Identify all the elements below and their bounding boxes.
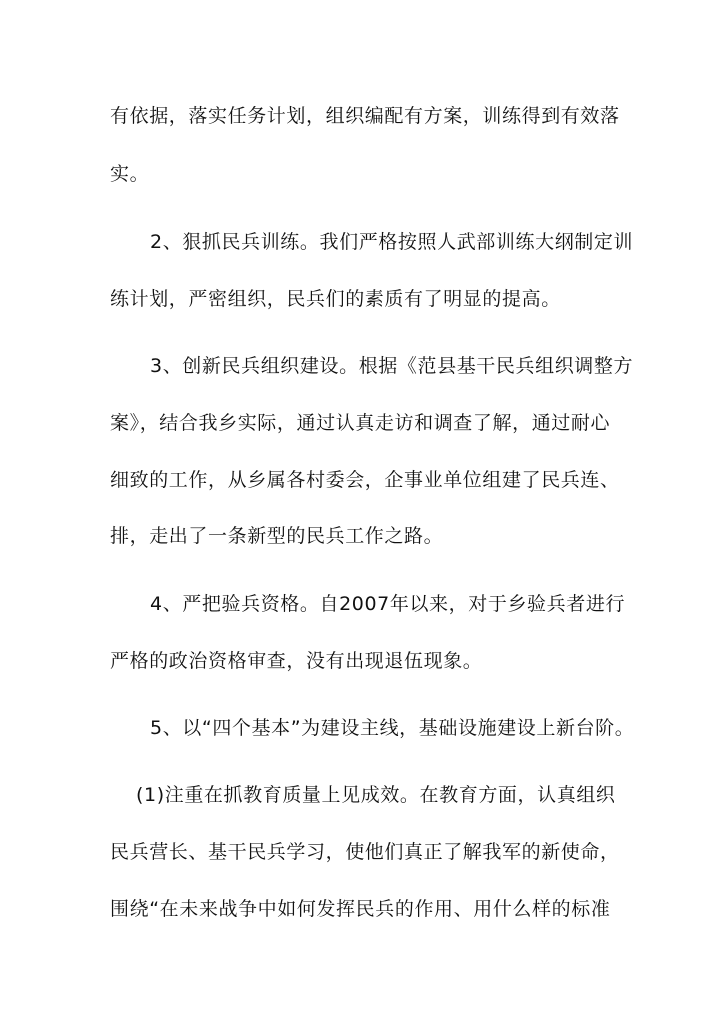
paragraph-line-5: 3、创新民兵组织建设。根据《范县基干民兵组织调整方 bbox=[150, 355, 634, 377]
paragraph-line-6: 案》，结合我乡实际，通过认真走访和调查了解，通过耐心 bbox=[110, 412, 611, 434]
paragraph-line-10: 严格的政治资格审查，没有出现退伍现象。 bbox=[110, 650, 483, 672]
paragraph-line-14: 围绕“在未来战争中如何发挥民兵的作用、用什么样的标准 bbox=[110, 898, 611, 920]
paragraph-line-2: 实。 bbox=[110, 163, 150, 185]
paragraph-line-3: 2、狠抓民兵训练。我们严格按照人武部训练大纲制定训 bbox=[150, 231, 634, 253]
paragraph-line-1: 有依据，落实任务计划，组织编配有方案，训练得到有效落 bbox=[110, 105, 620, 127]
paragraph-line-13: 民兵营长、基干民兵学习，使他们真正了解我军的新使命， bbox=[110, 841, 620, 863]
paragraph-line-11: 5、以“四个基本”为建设主线，基础设施建设上新台阶。 bbox=[150, 717, 635, 739]
paragraph-line-8: 排，走出了一条新型的民兵工作之路。 bbox=[110, 525, 444, 547]
paragraph-line-9: 4、严把验兵资格。自2007年以来，对于乡验兵者进行 bbox=[150, 593, 626, 615]
paragraph-line-12: (1)注重在抓教育质量上见成效。在教育方面，认真组织 bbox=[136, 784, 616, 806]
paragraph-line-4: 练计划，严密组织，民兵们的素质有了明显的提高。 bbox=[110, 288, 561, 310]
paragraph-line-7: 细致的工作，从乡属各村委会，企事业单位组建了民兵连、 bbox=[110, 469, 620, 491]
